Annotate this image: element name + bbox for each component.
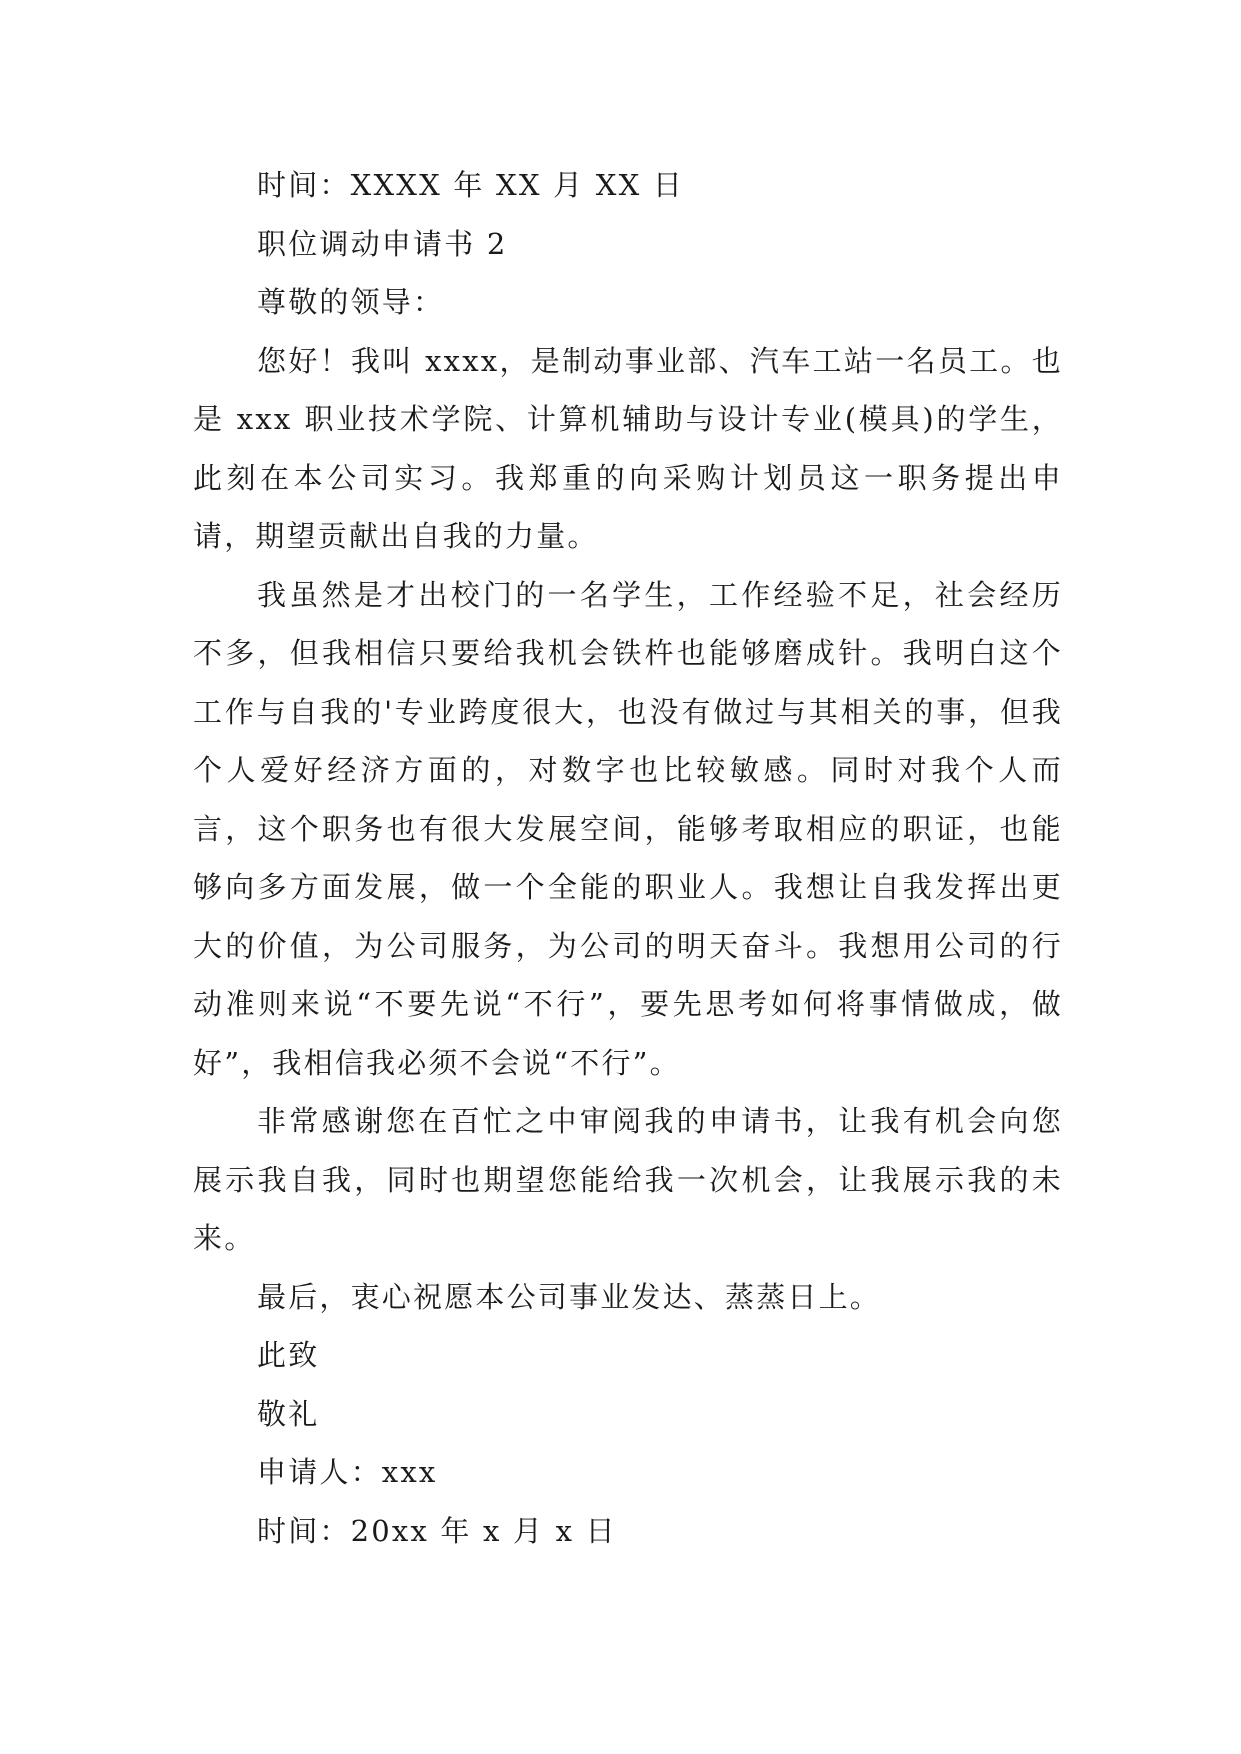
time-line-bottom: 时间：20xx 年 x 月 x 日 (257, 1513, 617, 1548)
closing-cizhi: 此致 (257, 1338, 320, 1372)
time-line-top: 时间：XXXX 年 XX 月 XX 日 (257, 168, 685, 202)
document-body (193, 156, 1063, 1560)
applicant-line: 申请人：xxx (257, 1455, 438, 1489)
closing-jingli: 敬礼 (257, 1396, 320, 1431)
document-title: 职位调动申请书 2 (257, 226, 508, 261)
paragraph-intro: 您好！我叫 xxxx，是制动事业部、汽车工站一名员工。也是 xxx 职业技术学院、计算机辅助与设计专业(模具)的学生，此刻在本公司实习。我郑重的向采购计划员这一职务提出申请，期望贡献出自我的力量。 (193, 343, 1063, 553)
closing-wish: 最后，衷心祝愿本公司事业发达、蒸蒸日上。 (257, 1279, 882, 1314)
paragraph-thanks: 非常感谢您在百忙之中审阅我的申请书，让我有机会向您展示我自我，同时也期望您能给我一次机会，让我展示我的未来。 (193, 1104, 1063, 1255)
salutation: 尊敬的领导： (257, 285, 445, 319)
paragraph-motivation: 我虽然是才出校门的一名学生，工作经验不足，社会经历不多，但我相信只要给我机会铁杵也能够磨成针。我明白这个工作与自我的'专业跨度很大，也没有做过与其相关的事，但我个人爱好经济方面的，对数字也比较敏感。同时对我个人而言，这个职务也有很大发展空间，能够考取相应的职证，也能够向多方面发展，做一个全能的职业人。我想让自我发挥出更大的价值，为公司服务，为公司的明天奋斗。我想用公司的行动准则来说“不要先说“不行”，要先思考如何将事情做成，做好”，我相信我必须不会说“不行”。 (193, 577, 1064, 1080)
